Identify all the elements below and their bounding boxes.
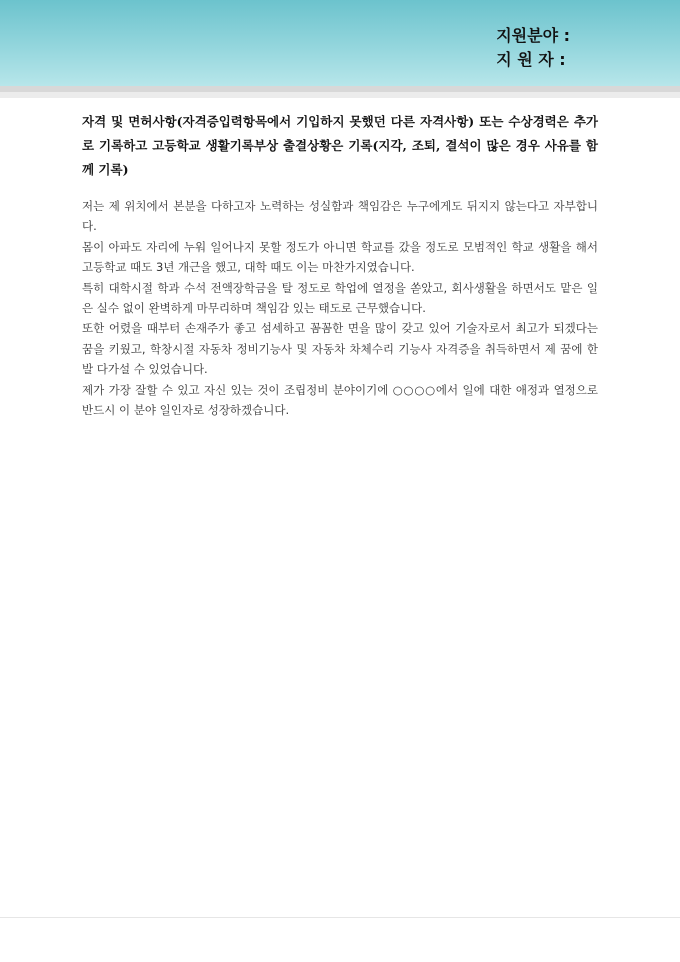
footer-divider xyxy=(0,917,680,918)
answer-paragraph: 몸이 아파도 자리에 누워 일어나지 못할 정도가 아니면 학교를 갔을 정도로 모범적인 학교 생활을 해서 고등학교 때도 3년 개근을 했고, 대학 때도 이는 마찬가지였습니다. xyxy=(82,239,598,275)
answer-paragraph: 제가 가장 잘할 수 있고 자신 있는 것이 조립정비 분야이기에 ○○○○에서 일에 대한 애정과 열정으로 반드시 이 분야 일인자로 성장하겠습니다. xyxy=(82,382,598,418)
answer-paragraph: 특히 대학시절 학과 수석 전액장학금을 탈 정도로 학업에 열정을 쏟았고, 회사생활을 하면서도 맡은 일은 실수 없이 완벽하게 마무리하며 책임감 있는 태도로 근무했습니다. xyxy=(82,280,598,316)
department-field-label: 지원분야 : xyxy=(496,26,570,45)
section-answer xyxy=(82,196,598,420)
section-question: 자격 및 면허사항(자격증입력항목에서 기입하지 못했던 다른 자격사항) 또는 수상경력은 추가로 기록하고 고등학교 생활기록부상 출결상황은 기록(지각, 조퇴, 결석이 많은 경우 사유를 함께 기록) xyxy=(82,114,598,177)
applicant-info xyxy=(496,24,570,72)
header-banner xyxy=(0,0,680,86)
document-body xyxy=(82,110,598,420)
answer-paragraph: 또한 어렸을 때부터 손재주가 좋고 섬세하고 꼼꼼한 면을 많이 갖고 있어 기술자로서 최고가 되겠다는 꿈을 키웠고, 학창시절 자동차 정비기능사 및 자동차 차체수리 기능사 자격증을 취득하면서 제 꿈에 한 발 다가설 수 있었습니다. xyxy=(82,321,598,377)
header-divider-light xyxy=(0,92,680,98)
answer-paragraph: 저는 제 위치에서 본분을 다하고자 노력하는 성실함과 책임감은 누구에게도 뒤지지 않는다고 자부합니다. xyxy=(82,199,598,234)
applicant-field-label: 지 원 자 : xyxy=(496,50,566,69)
